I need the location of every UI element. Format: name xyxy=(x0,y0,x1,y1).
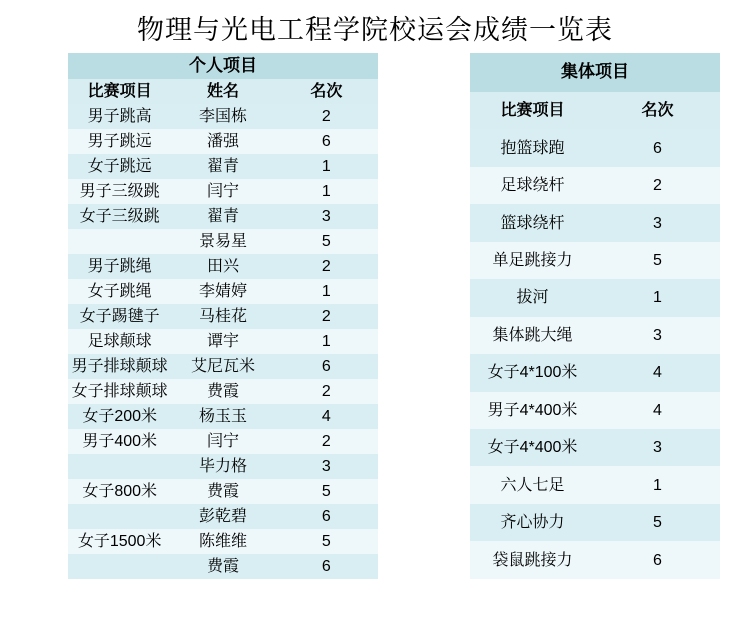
team-table-body xyxy=(470,53,720,579)
cell-name: 潘强 xyxy=(171,129,274,154)
cell-event: 女子跳绳 xyxy=(68,279,171,304)
table-row xyxy=(68,504,378,529)
table-row xyxy=(470,466,720,503)
table-row xyxy=(68,304,378,329)
cell-event xyxy=(68,554,171,579)
cell-name: 翟青 xyxy=(171,204,274,229)
cell-event: 单足跳接力 xyxy=(470,242,595,279)
cell-rank: 5 xyxy=(275,229,378,254)
cell-event xyxy=(68,504,171,529)
cell-event xyxy=(68,454,171,479)
cell-event: 篮球绕杆 xyxy=(470,204,595,241)
table-row xyxy=(68,329,378,354)
cell-event: 齐心协力 xyxy=(470,504,595,541)
cell-event: 女子跳远 xyxy=(68,154,171,179)
cell-event: 男子三级跳 xyxy=(68,179,171,204)
table-row xyxy=(68,454,378,479)
cell-event: 男子跳高 xyxy=(68,104,171,129)
table-row xyxy=(68,154,378,179)
table-row xyxy=(68,254,378,279)
cell-event: 男子跳绳 xyxy=(68,254,171,279)
cell-rank: 1 xyxy=(275,179,378,204)
cell-rank: 3 xyxy=(595,429,720,466)
table-row xyxy=(68,104,378,129)
team-header-event: 比赛项目 xyxy=(470,92,595,129)
individual-header-name: 姓名 xyxy=(171,79,274,104)
cell-rank: 2 xyxy=(275,429,378,454)
cell-event: 男子400米 xyxy=(68,429,171,454)
individual-table-body xyxy=(68,53,378,579)
cell-rank: 2 xyxy=(275,304,378,329)
cell-rank: 6 xyxy=(275,129,378,154)
table-row xyxy=(470,279,720,316)
page-title: 物理与光电工程学院校运会成绩一览表 xyxy=(137,15,613,45)
cell-event: 女子800米 xyxy=(68,479,171,504)
individual-events-table xyxy=(68,53,378,579)
cell-rank: 5 xyxy=(275,529,378,554)
cell-rank: 6 xyxy=(275,504,378,529)
cell-name: 陈维维 xyxy=(171,529,274,554)
cell-rank: 4 xyxy=(595,392,720,429)
cell-event: 女子三级跳 xyxy=(68,204,171,229)
table-row xyxy=(68,279,378,304)
cell-name: 艾尼瓦米 xyxy=(171,354,274,379)
cell-name: 闫宁 xyxy=(171,429,274,454)
table-row xyxy=(68,204,378,229)
cell-rank: 4 xyxy=(595,354,720,391)
cell-rank: 3 xyxy=(595,317,720,354)
table-row xyxy=(68,179,378,204)
individual-section-title: 个人项目 xyxy=(68,53,378,79)
cell-rank: 3 xyxy=(275,204,378,229)
cell-rank: 6 xyxy=(275,554,378,579)
table-row xyxy=(470,204,720,241)
cell-event: 女子1500米 xyxy=(68,529,171,554)
table-row xyxy=(470,242,720,279)
cell-name: 费霞 xyxy=(171,554,274,579)
cell-rank: 6 xyxy=(275,354,378,379)
team-events-table xyxy=(470,53,720,579)
cell-event: 男子排球颠球 xyxy=(68,354,171,379)
cell-event: 袋鼠跳接力 xyxy=(470,541,595,579)
table-row xyxy=(68,379,378,404)
cell-rank: 1 xyxy=(595,466,720,503)
team-section-header-row xyxy=(470,53,720,92)
cell-event: 女子踢毽子 xyxy=(68,304,171,329)
cell-event: 拔河 xyxy=(470,279,595,316)
cell-rank: 5 xyxy=(595,242,720,279)
cell-event: 男子跳远 xyxy=(68,129,171,154)
cell-event: 男子4*400米 xyxy=(470,392,595,429)
table-row xyxy=(68,354,378,379)
cell-rank: 6 xyxy=(595,129,720,166)
table-row xyxy=(470,504,720,541)
cell-rank: 1 xyxy=(275,329,378,354)
tables-container xyxy=(0,53,750,579)
cell-rank: 3 xyxy=(595,204,720,241)
team-column-header-row xyxy=(470,92,720,129)
table-row xyxy=(68,529,378,554)
cell-rank: 5 xyxy=(275,479,378,504)
cell-event: 女子排球颠球 xyxy=(68,379,171,404)
table-row xyxy=(68,129,378,154)
table-row xyxy=(470,429,720,466)
table-row xyxy=(68,229,378,254)
individual-section-header-row xyxy=(68,53,378,79)
table-row xyxy=(470,129,720,166)
cell-event: 抱篮球跑 xyxy=(470,129,595,166)
individual-column-header-row xyxy=(68,79,378,104)
cell-rank: 4 xyxy=(275,404,378,429)
cell-rank: 1 xyxy=(595,279,720,316)
team-section-title: 集体项目 xyxy=(470,53,720,92)
cell-event: 六人七足 xyxy=(470,466,595,503)
cell-event: 女子200米 xyxy=(68,404,171,429)
cell-rank: 1 xyxy=(275,154,378,179)
cell-name: 马桂花 xyxy=(171,304,274,329)
table-row xyxy=(470,392,720,429)
table-row xyxy=(470,354,720,391)
cell-rank: 2 xyxy=(275,254,378,279)
table-row xyxy=(470,541,720,579)
cell-name: 李婧婷 xyxy=(171,279,274,304)
cell-name: 闫宁 xyxy=(171,179,274,204)
cell-name: 杨玉玉 xyxy=(171,404,274,429)
team-header-rank: 名次 xyxy=(595,92,720,129)
cell-event: 集体跳大绳 xyxy=(470,317,595,354)
cell-name: 翟青 xyxy=(171,154,274,179)
cell-name: 费霞 xyxy=(171,479,274,504)
individual-header-event: 比赛项目 xyxy=(68,79,171,104)
cell-name: 景易星 xyxy=(171,229,274,254)
cell-event: 女子4*100米 xyxy=(470,354,595,391)
table-row xyxy=(68,479,378,504)
cell-name: 毕力格 xyxy=(171,454,274,479)
cell-event xyxy=(68,229,171,254)
cell-rank: 2 xyxy=(275,104,378,129)
cell-name: 谭宇 xyxy=(171,329,274,354)
table-row xyxy=(470,317,720,354)
cell-rank: 6 xyxy=(595,541,720,579)
cell-rank: 3 xyxy=(275,454,378,479)
cell-event: 女子4*400米 xyxy=(470,429,595,466)
cell-rank: 2 xyxy=(595,167,720,204)
table-row xyxy=(68,554,378,579)
cell-event: 足球颠球 xyxy=(68,329,171,354)
cell-rank: 1 xyxy=(275,279,378,304)
cell-rank: 5 xyxy=(595,504,720,541)
table-row xyxy=(470,167,720,204)
cell-name: 李国栋 xyxy=(171,104,274,129)
cell-event: 足球绕杆 xyxy=(470,167,595,204)
cell-name: 彭乾碧 xyxy=(171,504,274,529)
individual-header-rank: 名次 xyxy=(275,79,378,104)
cell-name: 费霞 xyxy=(171,379,274,404)
table-row xyxy=(68,429,378,454)
table-row xyxy=(68,404,378,429)
cell-name: 田兴 xyxy=(171,254,274,279)
cell-rank: 2 xyxy=(275,379,378,404)
